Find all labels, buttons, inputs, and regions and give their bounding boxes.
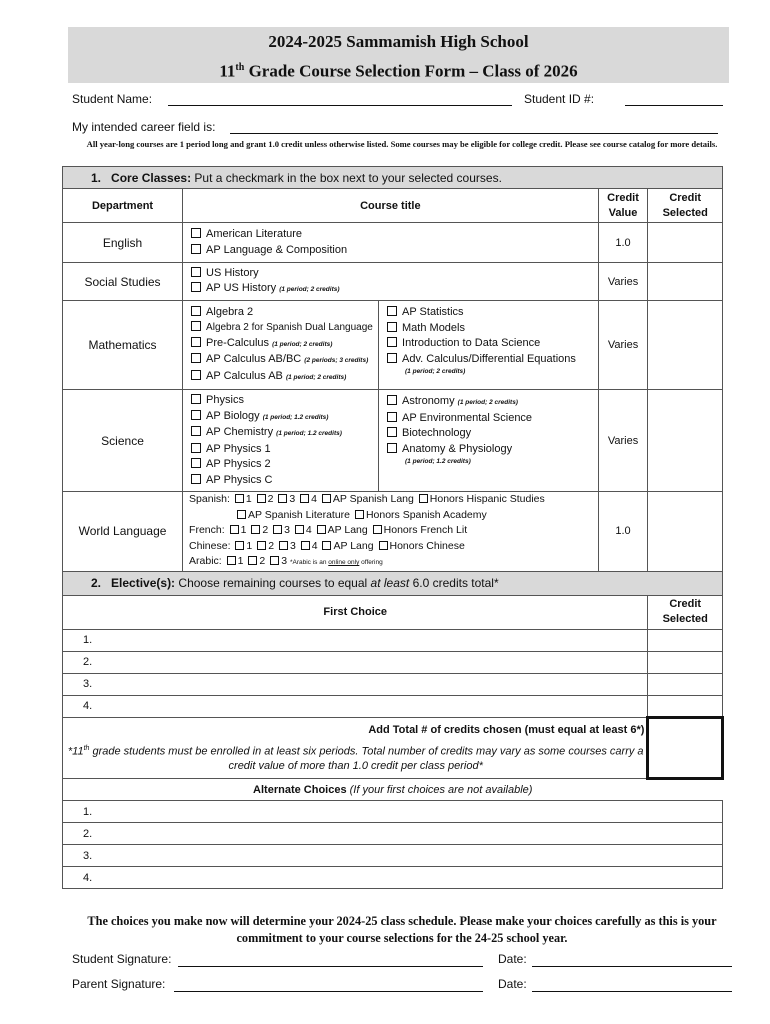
arabic-note: *Arabic is an online only offering [289,559,383,566]
anatomy-note: (1 period; 1.2 credits) [405,458,471,465]
credit-selected-cell[interactable] [648,390,723,492]
checkbox-icon[interactable] [191,337,201,347]
option-ap-language[interactable]: AP Language & Composition [191,243,594,259]
checkbox-icon[interactable] [278,494,287,503]
checkbox-icon[interactable] [387,322,397,332]
adv-calculus-note: (1 period; 2 credits) [405,368,466,375]
dept-science: Science [63,390,183,492]
option-ap-environmental[interactable]: AP Environmental Science [387,411,594,427]
table-row-science [63,390,723,492]
checkbox-icon[interactable] [191,370,201,380]
form-header [68,27,729,83]
alternate-row[interactable]: 4. [63,867,723,889]
dept-mathematics: Mathematics [63,301,183,390]
dept-social-studies: Social Studies [63,263,183,301]
checkbox-icon[interactable] [355,510,364,519]
checkbox-icon[interactable] [387,353,397,363]
credit-note: All year-long courses are 1 period long and grant 1.0 credit unless otherwise listed. Some courses may be eligible for college credit. Please see course catalog for more details. [86,139,718,149]
credit-value: 1.0 [598,223,648,263]
checkbox-icon[interactable] [248,556,257,565]
checkbox-icon[interactable] [387,412,397,422]
checkbox-icon[interactable] [191,228,201,238]
total-credits-box[interactable] [648,717,723,779]
elective-row[interactable]: 4. [63,695,723,717]
student-name-field[interactable] [168,105,512,106]
student-date-label: Date: [498,952,527,966]
student-signature-label: Student Signature: [72,952,172,966]
checkbox-icon[interactable] [230,525,239,534]
option-physics[interactable]: Physics [191,393,374,409]
elective-row[interactable]: 2. [63,651,723,673]
arabic-row: Arabic: 1 2 3 *Arabic is an online only offering [189,555,383,567]
option-math-models[interactable]: Math Models [387,321,594,337]
checkbox-icon[interactable] [270,556,279,565]
first-choice-header: First Choice [63,595,648,629]
checkbox-icon[interactable] [387,427,397,437]
electives-header: 2. Elective(s): Choose remaining courses to equal at least 6.0 credits total* [63,571,723,595]
checkbox-icon[interactable] [191,426,201,436]
dept-world-language: World Language [63,492,183,572]
option-ap-physics-1[interactable]: AP Physics 1 [191,442,374,458]
alternate-choices-header: Alternate Choices (If your first choices are not available) [63,779,723,801]
col-credit-value: Credit Value [598,189,648,223]
checkbox-icon[interactable] [387,395,397,405]
col-credit-selected: Credit Selected [648,189,723,223]
spanish-row: Spanish: 1 2 3 4 AP Spanish Lang Honors Hispanic Studies [189,493,545,505]
option-ap-physics-c[interactable]: AP Physics C [191,473,374,489]
parent-date-field[interactable] [532,991,732,992]
col-department: Department [63,189,183,223]
commitment-statement: The choices you make now will determine your 2024-25 class schedule. Please make your choices carefully as this is your commitment to your course selections for the 24-25 school year. [87,914,717,945]
checkbox-icon[interactable] [322,541,331,550]
credit-selected-cell[interactable] [648,223,723,263]
table-column-headers [63,189,723,223]
checkbox-icon[interactable] [387,443,397,453]
checkbox-icon[interactable] [251,525,260,534]
option-anatomy-physiology[interactable]: Anatomy & Physiology [387,442,594,458]
elective-row[interactable]: 1. [63,629,723,651]
checkbox-icon[interactable] [191,458,201,468]
career-field[interactable] [230,133,718,134]
parent-date-label: Date: [498,977,527,991]
table-row-english [63,223,723,263]
alternate-row[interactable]: 2. [63,823,723,845]
credit-selected-cell[interactable] [648,301,723,390]
option-ap-biology[interactable]: AP Biology (1 period; 1.2 credits) [191,409,374,426]
option-ap-calculus-ab-bc[interactable]: AP Calculus AB/BC (2 periods; 3 credits) [191,352,374,369]
checkbox-icon[interactable] [191,474,201,484]
checkbox-icon[interactable] [257,494,266,503]
checkbox-icon[interactable] [191,267,201,277]
credit-selected-cell[interactable] [648,673,723,695]
checkbox-icon[interactable] [379,541,388,550]
option-american-literature[interactable]: American Literature [191,227,594,243]
checkbox-icon[interactable] [237,510,246,519]
enrollment-footnote: *11th grade students must be enrolled in at least six periods. Total number of credits may vary as some courses carry a credit value of more than 1.0 credit per class period* [67,744,644,773]
checkbox-icon[interactable] [322,494,331,503]
checkbox-icon[interactable] [387,306,397,316]
col-course-title: Course title [183,189,599,223]
option-us-history[interactable]: US History [191,266,594,282]
student-name-label: Student Name: [72,92,153,106]
checkbox-icon[interactable] [419,494,428,503]
checkbox-icon[interactable] [387,337,397,347]
student-id-field[interactable] [625,105,723,106]
career-label: My intended career field is: [72,120,216,134]
checkbox-icon[interactable] [191,244,201,254]
option-ap-physics-2[interactable]: AP Physics 2 [191,457,374,473]
credit-value: 1.0 [598,492,648,572]
checkbox-icon[interactable] [191,282,201,292]
checkbox-icon[interactable] [191,353,201,363]
table-row-mathematics [63,301,723,390]
chinese-row: Chinese: 1 2 3 4 AP Lang Honors Chinese [189,539,465,552]
student-signature-field[interactable] [178,966,483,967]
checkbox-icon[interactable] [191,306,201,316]
alternate-row[interactable]: 3. [63,845,723,867]
option-pre-calculus[interactable]: Pre-Calculus (1 period; 2 credits) [191,336,374,353]
option-algebra-2-spanish[interactable]: Algebra 2 for Spanish Dual Language [191,320,374,336]
option-adv-calculus[interactable]: Adv. Calculus/Differential Equations [387,352,594,368]
checkbox-icon[interactable] [191,321,201,331]
table-row-world-language [63,492,723,572]
table-row-social-studies [63,263,723,301]
option-ap-chemistry[interactable]: AP Chemistry (1 period; 1.2 credits) [191,425,374,442]
checkbox-icon[interactable] [273,525,282,534]
credit-value: Varies [598,301,648,390]
electives-column-headers [63,595,723,629]
page-title: 2024-2025 Sammamish High School [268,32,529,51]
dept-english: English [63,223,183,263]
option-intro-data-science[interactable]: Introduction to Data Science [387,336,594,352]
checkbox-icon[interactable] [300,494,309,503]
option-astronomy[interactable]: Astronomy (1 period; 2 credits) [387,394,594,411]
student-id-label: Student ID #: [524,92,595,106]
student-date-field[interactable] [532,966,732,967]
option-ap-us-history[interactable]: AP US History (1 period; 2 credits) [191,281,594,298]
credit-selected-cell[interactable] [648,263,723,301]
checkbox-icon[interactable] [295,525,304,534]
elective-row[interactable]: 3. [63,673,723,695]
credit-selected-cell[interactable] [648,695,723,717]
core-classes-header: 1. Core Classes: Put a checkmark in the box next to your selected courses. [63,167,723,189]
checkbox-icon[interactable] [373,525,382,534]
checkbox-icon[interactable] [191,394,201,404]
french-row: French: 1 2 3 4 AP Lang Honors French Lit [189,524,468,536]
checkbox-icon[interactable] [257,541,266,550]
credit-value: Varies [598,390,648,492]
credit-selected-header: Credit Selected [648,595,723,629]
checkbox-icon[interactable] [301,541,310,550]
checkbox-icon[interactable] [235,541,244,550]
total-credits-label: Add Total # of credits chosen (must equal at least 6*) [368,723,645,736]
credit-value: Varies [598,263,648,301]
credit-selected-cell[interactable] [648,629,723,651]
credit-selected-cell[interactable] [648,651,723,673]
option-ap-calculus-ab[interactable]: AP Calculus AB (1 period; 2 credits) [191,369,374,386]
checkbox-icon[interactable] [191,410,201,420]
parent-signature-field[interactable] [174,991,483,992]
alternate-row[interactable]: 1. [63,801,723,823]
checkbox-icon[interactable] [235,494,244,503]
page-subtitle: 11th Grade Course Selection Form – Class of 2026 [219,61,578,81]
option-biotechnology[interactable]: Biotechnology [387,426,594,442]
total-credits-row [63,717,723,779]
option-algebra-2[interactable]: Algebra 2 [191,305,374,321]
credit-selected-cell[interactable] [648,492,723,572]
checkbox-icon[interactable] [227,556,236,565]
spanish-row-2: AP Spanish Literature Honors Spanish Academy [189,508,594,524]
parent-signature-label: Parent Signature: [72,977,166,991]
course-selection-table [62,166,724,889]
option-ap-statistics[interactable]: AP Statistics [387,305,594,321]
checkbox-icon[interactable] [317,525,326,534]
checkbox-icon[interactable] [279,541,288,550]
checkbox-icon[interactable] [191,443,201,453]
